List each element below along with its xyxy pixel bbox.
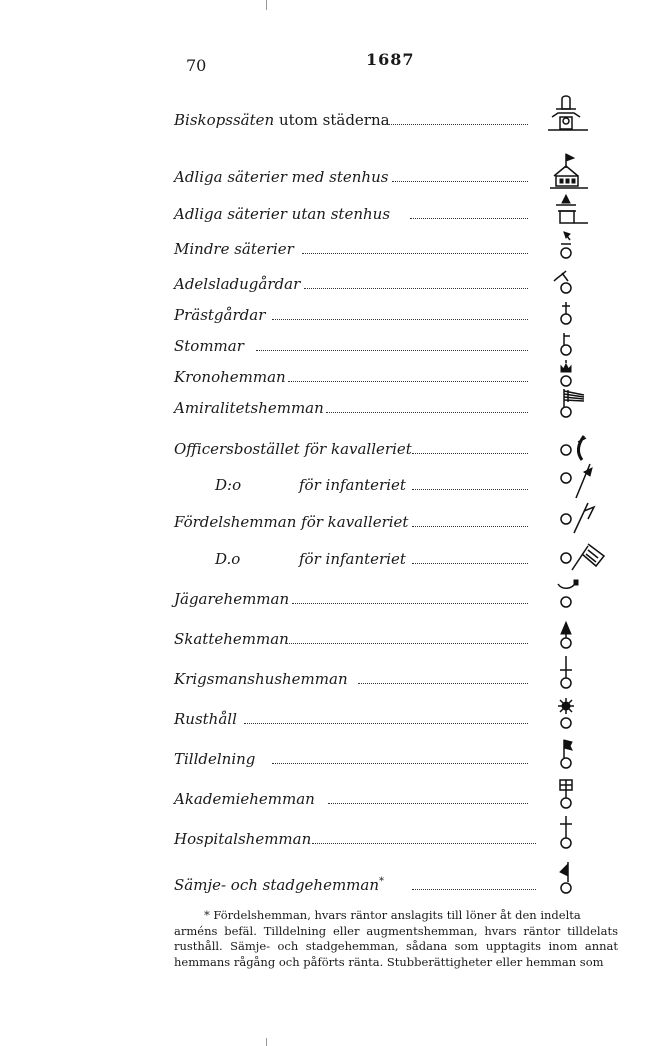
legend-entry-krigsmanshushemman [0, 660, 672, 694]
legend-entry-biskopssaten [0, 101, 672, 135]
entry-label: Fördelshemman för kavalleriet [174, 513, 412, 531]
circle-naval-flag-icon [548, 383, 614, 423]
entry-label: Krigsmanshushemman [174, 670, 352, 688]
entry-label: Officersbostället för kavalleriet [174, 440, 416, 458]
minor-manor-icon [548, 224, 614, 264]
circle-cavalry-saber-icon [548, 424, 614, 464]
entry-label: Tilldelning [174, 750, 259, 768]
circle-cavalry-flag-icon [548, 497, 614, 537]
legend-entry-rusthall [0, 700, 672, 734]
crease-mark-bottom [266, 1038, 267, 1046]
footnote-lead: * Fördelshemman, hvars räntor anslagits till löner åt den indelta [204, 908, 581, 922]
entry-label: Sämje- och stadgehemman* [174, 876, 388, 894]
dot-leader [412, 563, 528, 564]
dot-leader [288, 381, 528, 382]
entry-label: Amiralitetshemman [174, 399, 328, 417]
dot-leader [358, 683, 528, 684]
entry-label: D:o för infanteriet [215, 476, 406, 494]
legend-entry-do-infanteriet [0, 466, 672, 500]
page-number: 70 [186, 56, 207, 75]
page-year: 1687 [366, 50, 415, 69]
entry-label: Skattehemman [174, 630, 293, 648]
manor-without-stone-icon [548, 189, 614, 229]
dot-leader [292, 603, 528, 604]
entry-label: Hospitalshemman [174, 830, 315, 848]
stone-manor-flag-icon [548, 152, 614, 192]
dot-leader [412, 889, 536, 890]
circle-infantry-sword-icon [548, 460, 614, 500]
circle-banner-staff-icon [548, 734, 614, 774]
dot-leader [272, 319, 528, 320]
legend-entry-fordelshemman-kavalleriet [0, 503, 672, 537]
legend-entry-do-infanteriet-2 [0, 540, 672, 574]
dot-leader [382, 124, 528, 125]
entry-label: Rusthåll [174, 710, 241, 728]
entry-label: Biskopssäten utom städerna [174, 111, 394, 129]
dot-leader [412, 489, 528, 490]
entry-label: D.o för infanteriet [215, 550, 406, 568]
dot-leader [302, 253, 528, 254]
dot-leader [286, 643, 528, 644]
legend-entry-tilldelning [0, 740, 672, 774]
entry-label: Mindre säterier [174, 240, 298, 258]
footnote-body: arméns befäl. Tilldelning eller augmentshemman, hvars räntor tilldelats rusthåll. Sämje- och stadgehemman, sådana som upptagits inom annat hemmans rågång och påförts ränta. Stubberättigheter eller hemman som [174, 923, 618, 969]
entry-label: Prästgårdar [174, 306, 269, 324]
crease-mark-top [266, 0, 267, 10]
legend-entry-skattehemman [0, 620, 672, 654]
circle-infantry-banner-icon [548, 534, 614, 574]
entry-label: Adliga säterier utan stenhus [174, 205, 394, 223]
dot-leader [412, 453, 528, 454]
legend-entry-officersbostallen-kavalleriet [0, 430, 672, 464]
entry-label: Adliga säterier med stenhus [174, 168, 392, 186]
dot-leader [312, 843, 536, 844]
dot-leader [392, 181, 528, 182]
circle-book-icon [548, 774, 614, 814]
entry-label: Jägarehemman [174, 590, 293, 608]
dot-leader [244, 723, 528, 724]
legend-entry-samje-stadgehemman [0, 866, 672, 900]
dot-leader [272, 763, 528, 764]
bishop-mitre-house-icon [548, 95, 614, 135]
legend-entry-adliga-med-stenhus [0, 158, 672, 192]
circle-war-house-cross-icon [548, 654, 614, 694]
dot-leader [326, 412, 528, 413]
dot-leader [256, 350, 528, 351]
dot-leader [328, 803, 528, 804]
circle-pennant-icon [548, 860, 614, 900]
circle-cross-staff-icon [548, 814, 614, 854]
entry-label: Stommar [174, 337, 248, 355]
legend-entry-akademiehemman [0, 780, 672, 814]
circle-spur-star-icon [548, 694, 614, 734]
entry-label: Adelsladugårdar [174, 275, 304, 293]
circle-hunting-horn-icon [548, 574, 614, 614]
circle-tax-triangle-icon [548, 614, 614, 654]
legend-entry-amiralitetshemman [0, 389, 672, 423]
legend-entry-hospitalshemman [0, 820, 672, 854]
entry-label: Kronohemman [174, 368, 290, 386]
footnote [174, 908, 618, 970]
dot-leader [304, 288, 528, 289]
dot-leader [410, 218, 528, 219]
dot-leader [412, 526, 528, 527]
legend-entry-jagarehemman [0, 580, 672, 614]
entry-label: Akademiehemman [174, 790, 319, 808]
